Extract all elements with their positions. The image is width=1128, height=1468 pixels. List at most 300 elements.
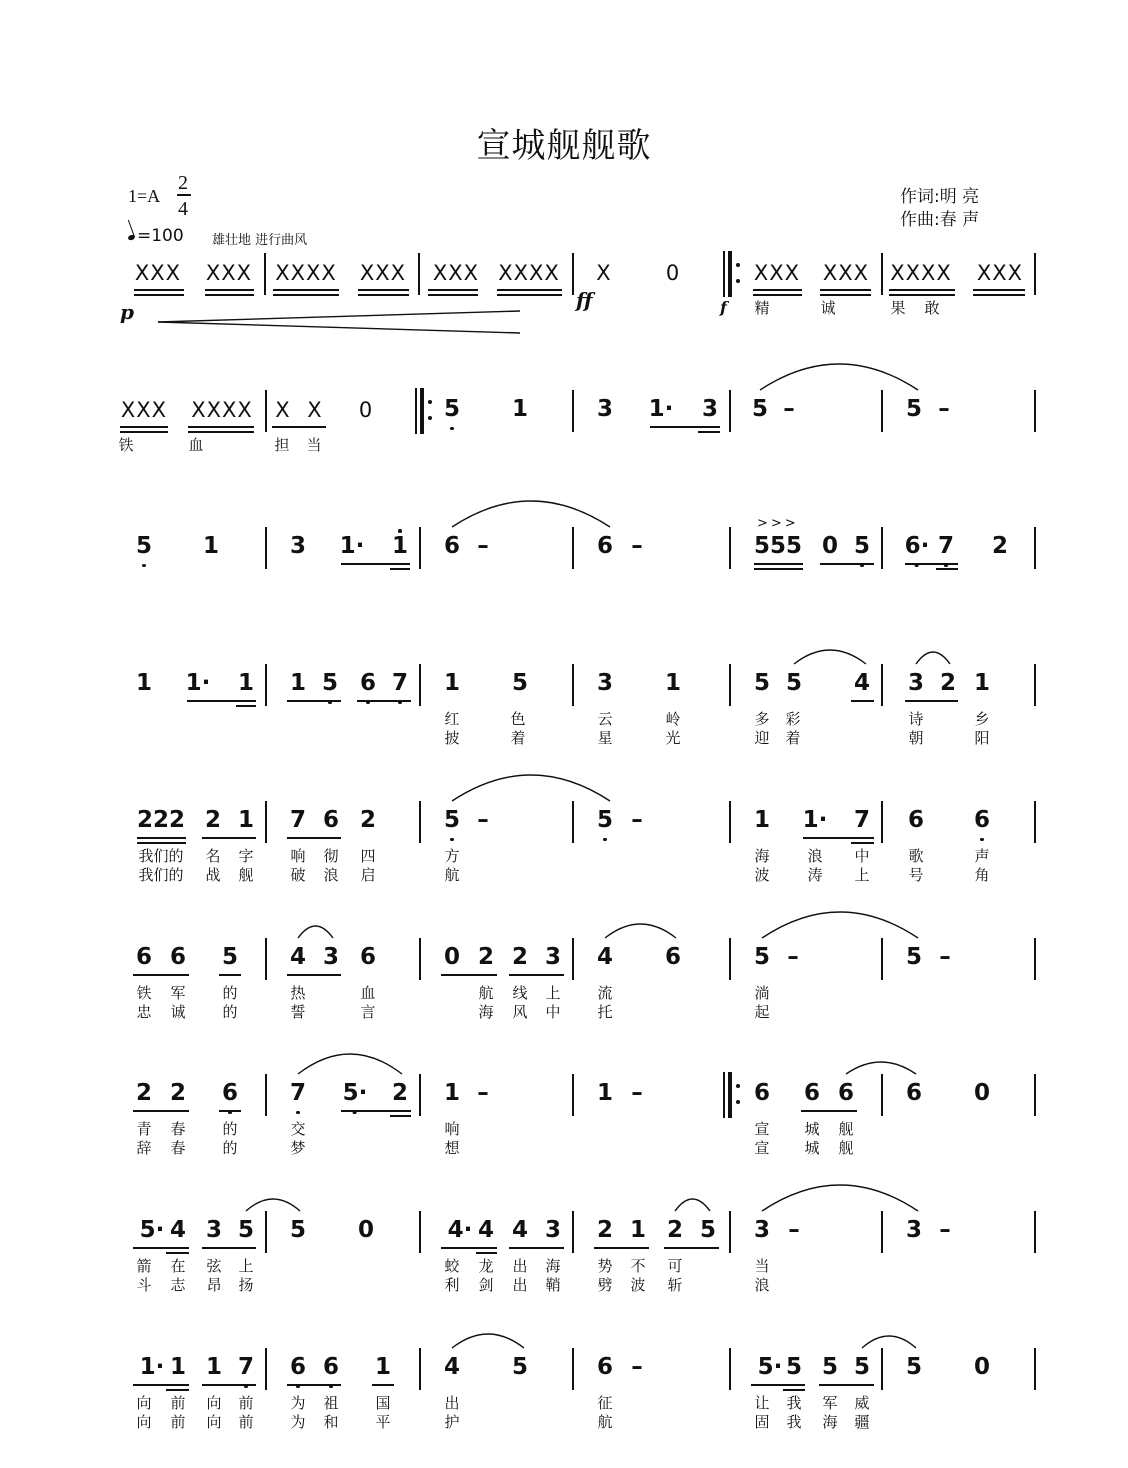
slur-arc <box>762 1183 918 1213</box>
beam-underline <box>509 974 564 976</box>
note: 2 <box>204 807 222 833</box>
lyric-syllable: 诚 <box>170 1003 186 1021</box>
beam-underline <box>341 563 410 565</box>
beam-underline <box>390 1115 411 1117</box>
barline <box>1034 1211 1036 1253</box>
lyric-syllable: 启 <box>360 866 376 884</box>
note: 5 <box>905 396 923 422</box>
barline <box>729 938 731 980</box>
lyric-syllable: 号 <box>908 866 924 884</box>
note: 3 <box>596 670 614 696</box>
lyric-syllable: 在 <box>170 1257 186 1275</box>
repeat-barline-thick <box>728 251 732 297</box>
barline <box>1034 527 1036 569</box>
note: 5 <box>597 809 613 832</box>
barline <box>572 801 574 843</box>
barline <box>729 1211 731 1253</box>
note: 3 <box>753 1217 771 1243</box>
barline <box>729 390 731 432</box>
lyric-syllable: 托 <box>597 1003 613 1021</box>
note: 6 <box>596 533 614 559</box>
note: 1· <box>648 396 674 422</box>
lyric-syllable: 利 <box>444 1276 460 1294</box>
note: – <box>788 1217 800 1243</box>
lyric-syllable: 军 <box>170 984 186 1002</box>
beam-underline <box>889 294 955 296</box>
lyric-syllable: 波 <box>630 1276 646 1294</box>
lyric-syllable: 色 <box>510 710 526 728</box>
note: – <box>477 533 489 559</box>
note: 4 <box>853 670 871 696</box>
lyric-syllable: 辞 <box>136 1139 152 1157</box>
note: 1· <box>339 533 365 559</box>
barline <box>265 1074 267 1116</box>
lyric-syllable: 方 <box>444 847 460 865</box>
barline <box>1034 1074 1036 1116</box>
slur-arc <box>794 648 866 666</box>
beam-underline <box>133 1384 189 1386</box>
lyric-syllable: 蛟 <box>444 1257 460 1275</box>
lyric-syllable: 波 <box>754 866 770 884</box>
note: 3 <box>701 396 719 422</box>
time-sig-top: 2 <box>178 172 188 194</box>
lyric-syllable: 祖 <box>323 1394 339 1412</box>
composer-credit: 作曲:春 声 <box>900 210 980 230</box>
note: 1 <box>237 670 255 696</box>
note: 1 <box>289 670 307 696</box>
dynamic-p: p <box>120 300 134 324</box>
rhythm-notation: XXX <box>359 261 407 285</box>
note: 5 <box>821 1354 839 1380</box>
lyric-syllable: 斗 <box>136 1276 152 1294</box>
lyric-syllable: 劈 <box>597 1276 613 1294</box>
octave-dot-below <box>296 1111 300 1115</box>
note: 1 <box>443 670 461 696</box>
note: 1 <box>664 670 682 696</box>
barline <box>729 664 731 706</box>
barline <box>1034 253 1036 295</box>
note: – <box>938 396 950 422</box>
note: 3 <box>544 1217 562 1243</box>
lyric-syllable: 固 <box>754 1413 770 1431</box>
lyric-syllable: 疆 <box>854 1413 870 1431</box>
lyric-syllable: 乡 <box>974 710 990 728</box>
lyric-syllable: 起 <box>754 1003 770 1021</box>
rhythm-notation: 0 <box>665 261 681 285</box>
barline <box>572 527 574 569</box>
beam-underline <box>754 568 803 570</box>
beam-underline <box>219 974 241 976</box>
lyric-syllable: 敢 <box>924 299 940 317</box>
beam-underline <box>973 294 1025 296</box>
beam-underline <box>698 431 720 433</box>
barline <box>419 801 421 843</box>
lyric-syllable: 航 <box>444 866 460 884</box>
lyric-syllable: 为 <box>290 1394 306 1412</box>
beam-underline <box>219 1110 241 1112</box>
repeat-dot <box>428 400 432 404</box>
lyric-syllable: 梦 <box>290 1139 306 1157</box>
beam-underline <box>134 294 184 296</box>
beam-underline <box>753 294 802 296</box>
lyric-syllable: 的 <box>222 1139 238 1157</box>
note: 5 <box>751 396 769 422</box>
beam-underline <box>820 294 871 296</box>
tempo-mark: =100 <box>128 226 184 246</box>
lyric-syllable: 向 <box>136 1394 152 1412</box>
lyric-syllable: 我 <box>786 1413 802 1431</box>
note: 6 <box>974 809 990 832</box>
beam-underline <box>820 563 874 565</box>
lyric-syllable: 浪 <box>754 1276 770 1294</box>
note: 3 <box>596 396 614 422</box>
note: 3 <box>289 533 307 559</box>
note: 1· <box>185 670 211 696</box>
beam-underline <box>187 700 256 702</box>
lyric-syllable: 春 <box>170 1139 186 1157</box>
lyric-syllable: 海 <box>754 847 770 865</box>
barline <box>419 1211 421 1253</box>
beam-underline <box>137 837 186 839</box>
lyric-syllable: 浪 <box>807 847 823 865</box>
lyric-syllable: 声 <box>974 847 990 865</box>
slur-arc <box>298 924 333 940</box>
slur-arc <box>452 773 610 803</box>
lyric-syllable: 涛 <box>807 866 823 884</box>
beam-underline <box>803 837 874 839</box>
note: 4 <box>511 1217 529 1243</box>
beam-underline <box>341 1110 411 1112</box>
lyric-syllable: 中 <box>854 847 870 865</box>
beam-underline <box>476 1252 497 1254</box>
beam-underline <box>820 289 871 291</box>
note: 5· <box>757 1354 783 1380</box>
barline <box>264 253 266 295</box>
rhythm-notation: X <box>275 398 291 422</box>
crescendo-hairpin <box>158 309 528 335</box>
note: 5· <box>343 1082 368 1105</box>
lyric-syllable: 想 <box>444 1139 460 1157</box>
note: 5 <box>785 1354 803 1380</box>
note: – <box>631 533 643 559</box>
octave-dot-below <box>450 838 454 842</box>
lyric-syllable: 彩 <box>785 710 801 728</box>
note: 6 <box>322 807 340 833</box>
beam-underline <box>133 1247 189 1249</box>
rhythm-notation: XXX <box>134 261 182 285</box>
quarter-note-icon <box>127 234 135 241</box>
octave-dot-below <box>980 838 984 842</box>
note: 4 <box>443 1354 461 1380</box>
rhythm-notation: XXX <box>976 261 1024 285</box>
lyric-syllable: 流 <box>597 984 613 1002</box>
note: 7 <box>392 672 408 695</box>
note: 222 <box>136 807 186 833</box>
note: 555 <box>753 533 803 559</box>
beam-underline <box>236 705 256 707</box>
lyric-syllable: 威 <box>854 1394 870 1412</box>
note: 4 <box>289 944 307 970</box>
lyric-syllable: 剑 <box>478 1276 494 1294</box>
repeat-dot <box>428 416 432 420</box>
note: – <box>939 944 951 970</box>
dynamic-ff: ff <box>576 288 593 312</box>
barline <box>1034 390 1036 432</box>
note: – <box>477 807 489 833</box>
slur-arc <box>246 1197 300 1213</box>
lyric-syllable: 精 <box>754 299 770 317</box>
lyric-syllable: 线 <box>512 984 528 1002</box>
lyric-syllable: 向 <box>206 1413 222 1431</box>
repeat-barline <box>723 251 725 297</box>
note: 5· <box>139 1217 165 1243</box>
lyric-syllable: 弦 <box>206 1257 222 1275</box>
beam-underline <box>188 431 254 433</box>
rhythm-notation: XXXX <box>275 261 337 285</box>
note: 4 <box>477 1217 495 1243</box>
lyric-syllable: 城 <box>804 1120 820 1138</box>
beam-underline <box>751 1384 805 1386</box>
note: 6 <box>837 1080 855 1106</box>
lyric-syllable: 多 <box>754 710 770 728</box>
note: 3 <box>905 1217 923 1243</box>
lyric-syllable: 响 <box>290 847 306 865</box>
beam-underline <box>358 294 409 296</box>
lyric-syllable: 航 <box>478 984 494 1002</box>
barline <box>419 664 421 706</box>
lyric-syllable: 鞘 <box>545 1276 561 1294</box>
note: 6· <box>905 535 930 558</box>
octave-dot-above <box>398 529 402 533</box>
lyric-syllable: 我 <box>786 1394 802 1412</box>
rhythm-notation: XXX <box>120 398 168 422</box>
barline <box>881 664 883 706</box>
lyric-syllable: 血 <box>188 436 204 454</box>
note: 5 <box>221 944 239 970</box>
slur-arc <box>452 1332 524 1350</box>
barline <box>881 801 883 843</box>
rhythm-notation: X <box>596 261 612 285</box>
lyric-syllable: 宣 <box>754 1139 770 1157</box>
note: 5 <box>444 809 460 832</box>
octave-dot-below <box>603 838 607 842</box>
barline <box>1034 938 1036 980</box>
note: – <box>939 1217 951 1243</box>
note: 1· <box>802 807 828 833</box>
lyric-syllable: 歌 <box>908 847 924 865</box>
rhythm-notation: XXXX <box>498 261 560 285</box>
barline <box>572 664 574 706</box>
lyric-syllable: 护 <box>444 1413 460 1431</box>
barline <box>572 1074 574 1116</box>
note: 6 <box>359 944 377 970</box>
barline <box>881 938 883 980</box>
barline <box>572 253 574 295</box>
beam-underline <box>287 1384 341 1386</box>
beam-underline <box>801 1110 857 1112</box>
beam-underline <box>441 974 497 976</box>
repeat-barline-thick <box>420 388 424 434</box>
lyric-syllable: 岭 <box>665 710 681 728</box>
lyric-syllable: 迎 <box>754 729 770 747</box>
lyric-syllable: 和 <box>323 1413 339 1431</box>
beam-underline <box>497 289 562 291</box>
lyric-syllable: 中 <box>545 1003 561 1021</box>
note: 5 <box>444 398 460 421</box>
lyric-syllable: 军 <box>822 1394 838 1412</box>
note: 2 <box>169 1080 187 1106</box>
note: 6 <box>323 1356 339 1379</box>
note: 0 <box>973 1080 991 1106</box>
barline <box>419 938 421 980</box>
beam-underline <box>372 1384 394 1386</box>
lyric-syllable: 当 <box>754 1257 770 1275</box>
barline <box>265 527 267 569</box>
lyric-syllable: 不 <box>630 1257 646 1275</box>
lyric-syllable: 舰 <box>838 1139 854 1157</box>
beam-underline <box>134 289 184 291</box>
lyric-syllable: 的 <box>222 984 238 1002</box>
note: – <box>787 944 799 970</box>
note: 6 <box>664 944 682 970</box>
note: 5 <box>753 944 771 970</box>
barline <box>265 390 267 432</box>
repeat-barline <box>415 388 417 434</box>
song-title: 宣城舰舰歌 <box>476 126 652 166</box>
note: 6 <box>596 1354 614 1380</box>
repeat-dot <box>736 279 740 283</box>
note: 5 <box>853 1354 871 1380</box>
note: 6 <box>290 1356 306 1379</box>
beam-underline <box>166 1389 189 1391</box>
barline <box>419 1348 421 1390</box>
note: 2 <box>511 944 529 970</box>
note: 2 <box>391 1080 409 1106</box>
rhythm-notation: 0 <box>358 398 374 422</box>
lyric-syllable: 让 <box>754 1394 770 1412</box>
barline <box>265 1211 267 1253</box>
lyric-syllable: 前 <box>238 1413 254 1431</box>
beam-underline <box>166 1252 189 1254</box>
barline <box>881 1074 883 1116</box>
lyric-syllable: 为 <box>290 1413 306 1431</box>
note: 6 <box>753 1080 771 1106</box>
beam-underline <box>783 1389 805 1391</box>
note: 5 <box>854 535 870 558</box>
note: 1 <box>511 396 529 422</box>
beam-underline <box>120 431 168 433</box>
note: 5 <box>289 1217 307 1243</box>
dynamic-f: f <box>720 298 727 317</box>
note: 2 <box>666 1217 684 1243</box>
barline <box>572 1348 574 1390</box>
barline <box>729 801 731 843</box>
lyric-syllable: 向 <box>206 1394 222 1412</box>
note: 2 <box>135 1080 153 1106</box>
note: 7 <box>853 807 871 833</box>
lyric-syllable: 前 <box>170 1394 186 1412</box>
barline <box>881 527 883 569</box>
note: 7 <box>938 535 954 558</box>
lyric-syllable: 铁 <box>118 436 134 454</box>
note: 3 <box>322 944 340 970</box>
beam-underline <box>428 289 478 291</box>
rhythm-notation: X <box>307 398 323 422</box>
beam-underline <box>188 426 254 428</box>
note: 1· <box>139 1354 165 1380</box>
lyric-syllable: 上 <box>238 1257 254 1275</box>
lyric-syllable: 上 <box>545 984 561 1002</box>
slur-arc <box>675 1197 710 1213</box>
note: 5 <box>905 944 923 970</box>
beam-underline <box>202 1247 256 1249</box>
lyric-syllable: 舰 <box>838 1120 854 1138</box>
note: 6 <box>135 944 153 970</box>
lyric-syllable: 星 <box>597 729 613 747</box>
lyric-syllable: 志 <box>170 1276 186 1294</box>
beam-underline <box>851 842 874 844</box>
beam-underline <box>287 974 341 976</box>
lyric-syllable: 青 <box>136 1120 152 1138</box>
beam-underline <box>357 700 411 702</box>
lyric-syllable: 浪 <box>323 866 339 884</box>
note: – <box>477 1080 489 1106</box>
rhythm-notation: XXX <box>205 261 253 285</box>
lyric-syllable: 我们的 <box>138 866 184 884</box>
lyric-syllable: 当 <box>306 436 322 454</box>
repeat-dot <box>736 263 740 267</box>
beam-underline <box>205 289 254 291</box>
lyric-syllable: 淌 <box>754 984 770 1002</box>
lyric-syllable: 出 <box>444 1394 460 1412</box>
lyric-syllable: 光 <box>665 729 681 747</box>
note: 0 <box>357 1217 375 1243</box>
note: – <box>631 1080 643 1106</box>
beam-underline <box>287 700 341 702</box>
rhythm-notation: XXXX <box>191 398 253 422</box>
note: 4 <box>169 1217 187 1243</box>
octave-dot-below <box>142 564 146 568</box>
barline <box>419 1074 421 1116</box>
beam-underline <box>509 1247 564 1249</box>
octave-dot-below <box>450 427 454 431</box>
beam-underline <box>441 1247 497 1249</box>
lyric-syllable: 誓 <box>290 1003 306 1021</box>
barline <box>572 1211 574 1253</box>
repeat-dot <box>736 1084 740 1088</box>
note: 3 <box>907 670 925 696</box>
note: 1 <box>753 807 771 833</box>
note: – <box>631 1354 643 1380</box>
note: 5 <box>905 1354 923 1380</box>
note: 5 <box>511 670 529 696</box>
beam-underline <box>754 563 803 565</box>
note: 2 <box>939 670 957 696</box>
lyric-syllable: 斩 <box>667 1276 683 1294</box>
time-sig-line <box>177 194 191 196</box>
note: 5 <box>511 1354 529 1380</box>
beam-underline <box>390 568 410 570</box>
lyric-syllable: 果 <box>890 299 906 317</box>
lyric-syllable: 血 <box>360 984 376 1002</box>
lyric-syllable: 言 <box>360 1003 376 1021</box>
lyric-syllable: 担 <box>274 436 290 454</box>
note: 5 <box>753 670 771 696</box>
lyric-syllable: 昂 <box>206 1276 222 1294</box>
lyric-syllable: 的 <box>222 1003 238 1021</box>
barline <box>265 938 267 980</box>
lyric-syllable: 前 <box>170 1413 186 1431</box>
